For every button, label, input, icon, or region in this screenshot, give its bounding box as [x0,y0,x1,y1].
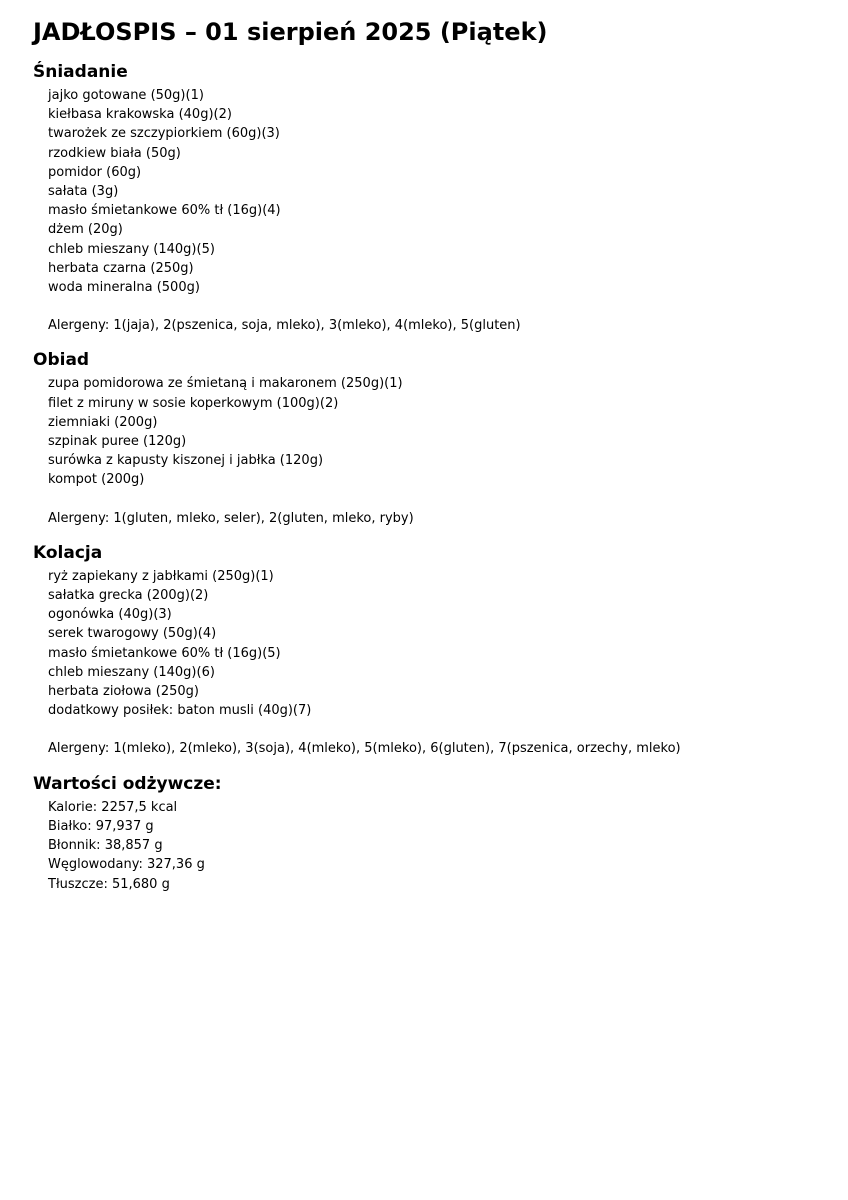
section-items [33,567,818,721]
page-title: JADŁOSPIS – 01 sierpień 2025 (Piątek) [33,18,548,46]
menu-item: pomidor (60g) [48,164,142,180]
menu-item: herbata czarna (250g) [48,260,194,276]
section-wartosci-odzywcze [33,773,818,894]
menu-item: rzodkiew biała (50g) [48,145,181,161]
menu-item: surówka z kapusty kiszonej i jabłka (120g) [48,453,324,469]
menu-item: ogonówka (40g)(3) [48,607,172,623]
menu-item: masło śmietankowe 60% tł (16g)(4) [48,203,281,219]
menu-item: Białko: 97,937 g [48,818,154,834]
section-obiad [33,349,818,527]
section-heading: Obiad [33,350,90,371]
menu-item: zupa pomidorowa ze śmietaną i makaronem (250g)(1) [48,376,403,392]
menu-item: kompot (200g) [48,472,145,488]
section-kolacja [33,542,818,759]
menu-item: szpinak puree (120g) [48,434,187,450]
section-items [33,86,818,297]
menu-item: serek twarogowy (50g)(4) [48,626,217,642]
menu-item: Węglowodany: 327,36 g [48,857,205,873]
section-heading: Wartości odżywcze: [33,773,222,794]
allergens-line: Alergeny: 1(gluten, mleko, seler), 2(gluten, mleko, ryby) [48,510,414,526]
menu-item: woda mineralna (500g) [48,280,200,296]
menu-item: Tłuszcze: 51,680 g [48,876,170,892]
menu-item: kiełbasa krakowska (40g)(2) [48,107,232,123]
section-sniadanie [33,61,818,335]
menu-item: ryż zapiekany z jabłkami (250g)(1) [48,568,274,584]
allergens-line: Alergeny: 1(mleko), 2(mleko), 3(soja), 4(mleko), 5(mleko), 6(gluten), 7(pszenica, orzechy, mleko) [48,741,681,757]
menu-item: sałata (3g) [48,184,119,200]
section-items [33,374,818,489]
menu-item: Kalorie: 2257,5 kcal [48,799,178,815]
section-heading: Śniadanie [33,62,128,82]
section-items [33,798,818,894]
menu-item: masło śmietankowe 60% tł (16g)(5) [48,645,281,661]
menu-item: filet z miruny w sosie koperkowym (100g)(2) [48,395,339,411]
menu-item: herbata ziołowa (250g) [48,684,199,700]
menu-item: chleb mieszany (140g)(6) [48,664,215,680]
menu-item: dodatkowy posiłek: baton musli (40g)(7) [48,703,312,719]
menu-item: ziemniaki (200g) [48,414,158,430]
menu-item: sałatka grecka (200g)(2) [48,588,209,604]
menu-item: dżem (20g) [48,222,123,238]
menu-item: jajko gotowane (50g)(1) [48,88,204,103]
menu-item: chleb mieszany (140g)(5) [48,241,215,257]
menu-item: Błonnik: 38,857 g [48,838,163,854]
menu-item: twarożek ze szczypiorkiem (60g)(3) [48,126,280,142]
allergens-line: Alergeny: 1(jaja), 2(pszenica, soja, mleko), 3(mleko), 4(mleko), 5(gluten) [48,318,521,334]
sections-container [33,61,818,894]
section-heading: Kolacja [33,542,103,563]
